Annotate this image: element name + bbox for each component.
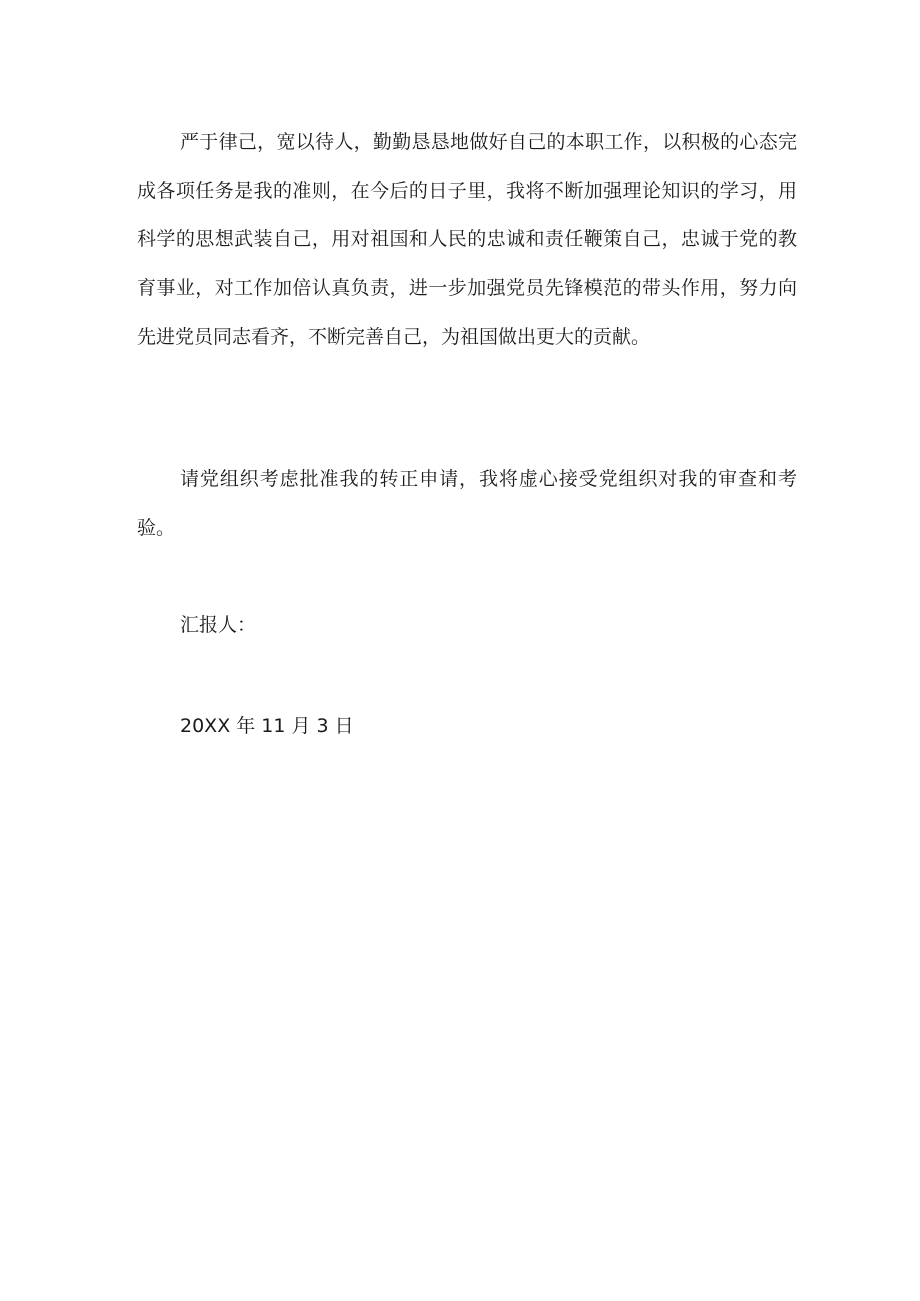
body-paragraph-2: 请党组织考虑批准我的转正申请，我将虚心接受党组织对我的审查和考验。 (137, 468, 797, 539)
body-paragraph-1: 严于律己，宽以待人，勤勤恳恳地做好自己的本职工作，以积极的心态完成各项任务是我的准则，在今后的日子里，我将不断加强理论知识的学习，用科学的思想武装自己，用对祖国和人民的忠诚和责任鞭策自己，忠诚于党的教育事业，对工作加倍认真负责，进一步加强党员先锋模范的带头作用，努力向先进党员同志看齐，不断完善自己，为祖国做出更大的贡献。 (137, 131, 797, 348)
reporter-label: 汇报人： (180, 614, 257, 636)
report-date: 20XX 年 11 月 3 日 (180, 715, 354, 737)
